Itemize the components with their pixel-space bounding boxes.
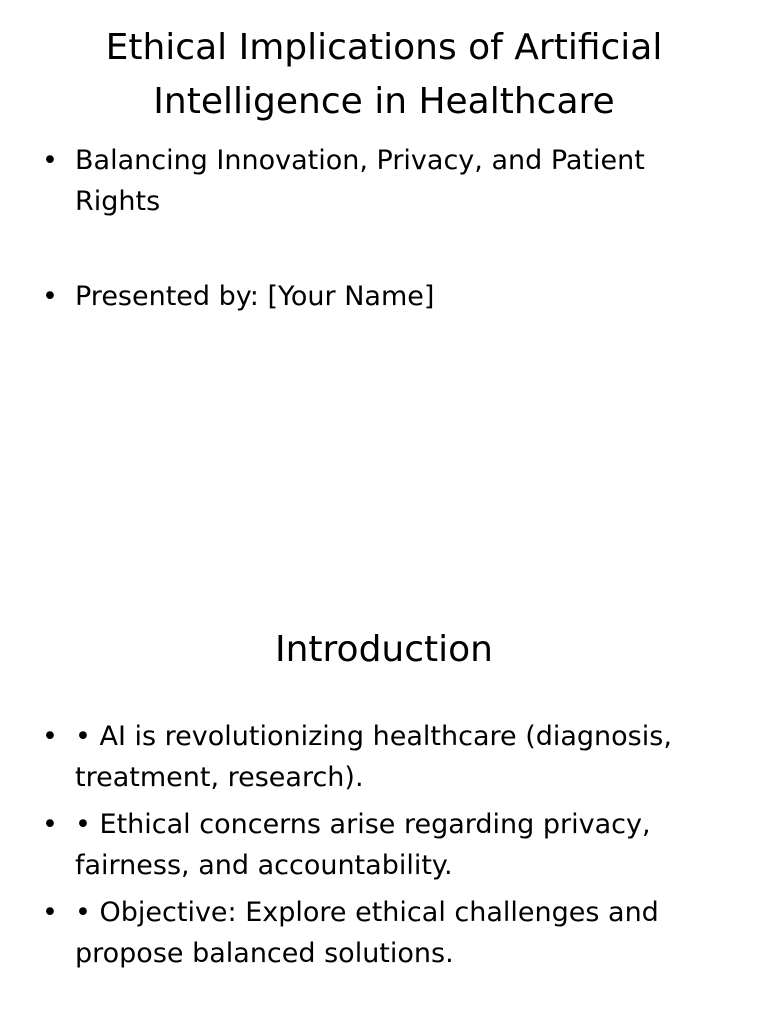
bullet-text: Balancing Innovation, Privacy, and Patient Rights	[75, 145, 645, 217]
bullet-marker: •	[42, 897, 58, 928]
slide-introduction-bullet-list	[40, 716, 690, 974]
slide-introduction-heading: Introduction	[274, 629, 493, 670]
bullet-marker: •	[42, 281, 58, 312]
bullet-item	[40, 804, 690, 886]
bullet-text: • Objective: Explore ethical challenges and propose balanced solutions.	[75, 897, 659, 969]
bullet-text: Presented by: [Your Name]	[75, 281, 435, 312]
bullet-marker: •	[42, 809, 58, 840]
bullet-marker: •	[42, 145, 58, 176]
slide-title-bullet-list	[40, 140, 690, 317]
bullet-marker: •	[42, 721, 58, 752]
slide-title-heading: Ethical Implications of Artificial Intelligence in Healthcare	[105, 27, 663, 122]
slide-introduction	[0, 512, 768, 1024]
bullet-item	[40, 140, 690, 222]
bullet-text: • Ethical concerns arise regarding privacy, fairness, and accountability.	[75, 809, 651, 881]
bullet-item	[40, 716, 690, 798]
bullet-item	[40, 892, 690, 974]
bullet-item	[40, 276, 690, 317]
bullet-text: • AI is revolutionizing healthcare (diagnosis, treatment, research).	[75, 721, 672, 793]
